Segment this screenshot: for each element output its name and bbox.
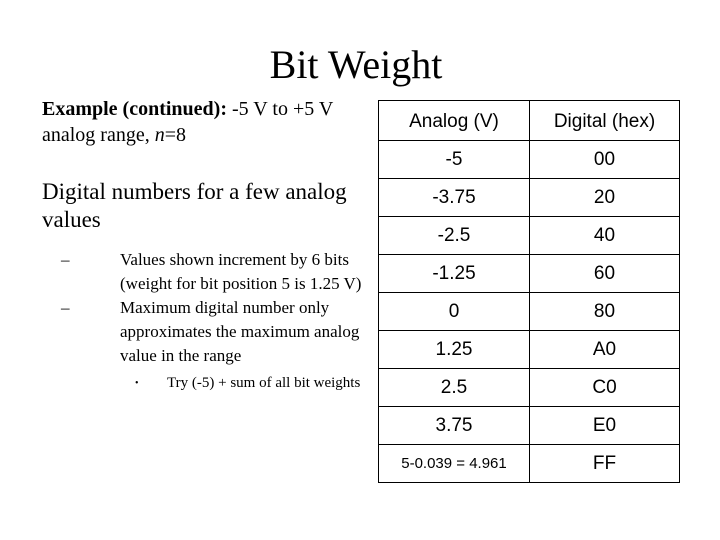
table-row: [379, 293, 680, 331]
analog-cell: 3.75: [379, 407, 530, 445]
bullet-dot-icon: •: [135, 378, 139, 389]
bullet-text: Maximum digital number only approximates the maximum analog value in the range: [120, 298, 360, 365]
analog-cell: 0: [379, 293, 530, 331]
dash-marker: –: [61, 250, 70, 269]
example-eq: =8: [164, 124, 187, 146]
analog-cell: -5: [379, 141, 530, 179]
table-header-row: [379, 101, 680, 141]
digital-cell: 60: [530, 255, 680, 293]
example-intro: [42, 96, 372, 148]
bullet-list: [42, 248, 372, 395]
analog-cell: -3.75: [379, 179, 530, 217]
bullet-item: [42, 296, 372, 368]
digital-cell: E0: [530, 407, 680, 445]
example-label: Example (continued):: [42, 98, 227, 120]
digital-cell: 80: [530, 293, 680, 331]
sub-bullet-item: [42, 372, 372, 395]
digital-cell: A0: [530, 331, 680, 369]
table-row: [379, 407, 680, 445]
analog-cell: -2.5: [379, 217, 530, 255]
analog-digital-table: [378, 100, 680, 483]
example-text: -5 V to +5 V analog range,: [42, 98, 333, 146]
analog-cell: 2.5: [379, 369, 530, 407]
table-row: [379, 369, 680, 407]
digital-cell: 00: [530, 141, 680, 179]
digital-cell: FF: [530, 445, 680, 483]
sub-bullet-text: Try (-5) + sum of all bit weights: [167, 375, 361, 391]
table-row: [379, 179, 680, 217]
header-analog: Analog (V): [379, 101, 530, 141]
intro-paragraph: Digital numbers for a few analog values: [42, 179, 347, 232]
table-row: [379, 217, 680, 255]
slide-title: Bit Weight: [269, 42, 443, 87]
table-row: [379, 331, 680, 369]
table-row: [379, 141, 680, 179]
dash-marker: –: [61, 298, 70, 317]
bullet-item: [42, 248, 372, 296]
analog-cell: 5-0.039 = 4.961: [379, 445, 530, 483]
digital-cell: 20: [530, 179, 680, 217]
digital-cell: C0: [530, 369, 680, 407]
analog-cell: -1.25: [379, 255, 530, 293]
bullet-text: Values shown increment by 6 bits (weight for bit position 5 is 1.25 V): [120, 250, 362, 293]
digital-cell: 40: [530, 217, 680, 255]
table-row: [379, 255, 680, 293]
header-digital: Digital (hex): [530, 101, 680, 141]
table-row: [379, 445, 680, 483]
example-n: n: [154, 124, 165, 146]
text-column: [42, 96, 372, 395]
analog-cell: 1.25: [379, 331, 530, 369]
